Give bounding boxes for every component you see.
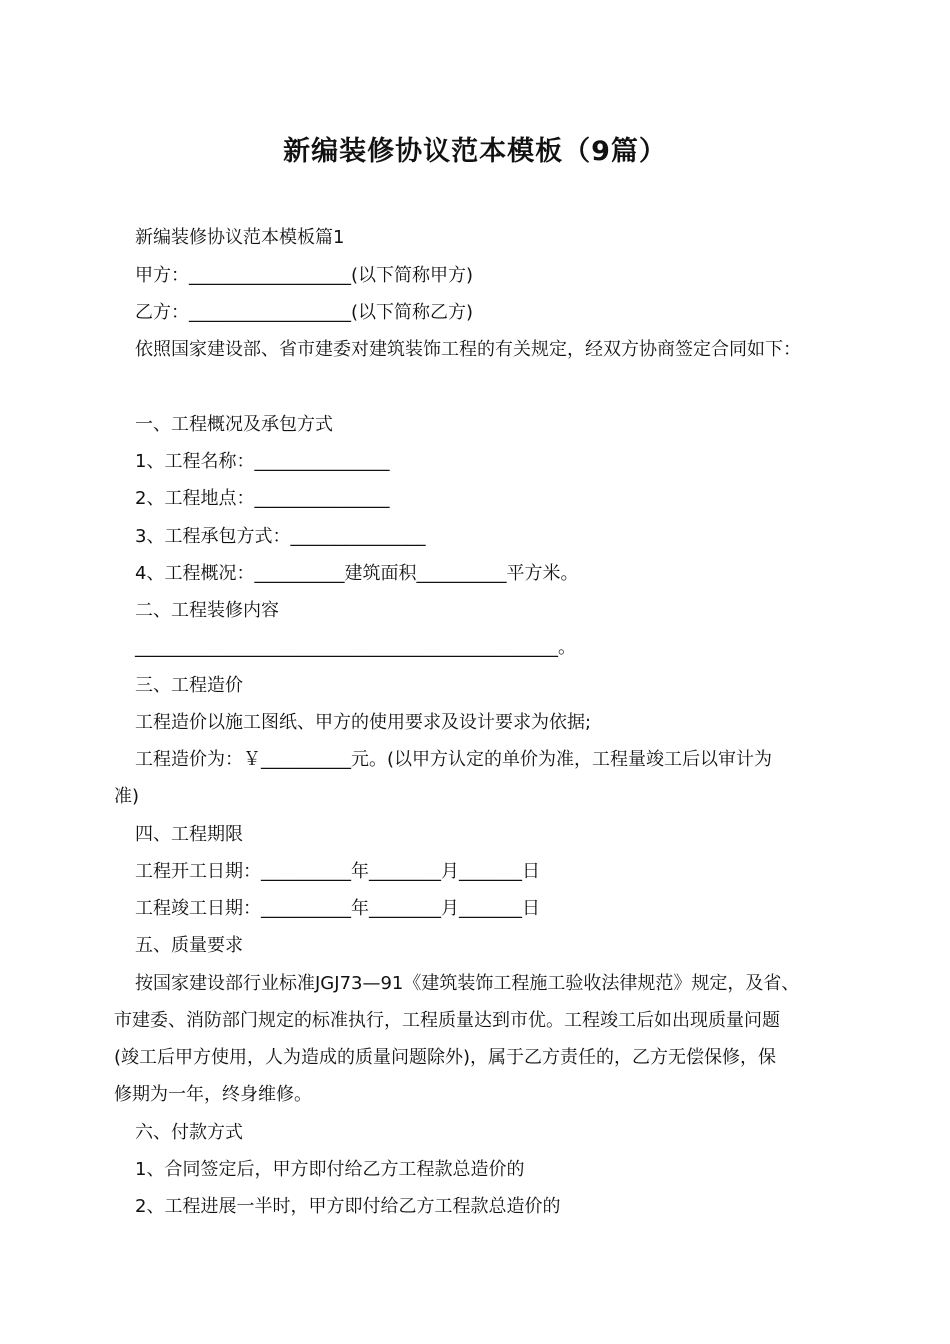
clause-line: 2、工程进展一半时，甲方即付给乙方工程款总造价的: [135, 1196, 561, 1217]
paragraph-line: 修期为一年，终身维修。: [114, 1084, 312, 1105]
party-a-line: 甲方：__________________(以下简称甲方): [135, 265, 474, 286]
clause-line: 工程开工日期：__________年________月_______日: [135, 861, 540, 882]
clause-heading: 六、付款方式: [135, 1122, 243, 1143]
party-b-line: 乙方：__________________(以下简称乙方): [135, 302, 474, 323]
blank-line: _______________________________________________。: [135, 637, 576, 658]
clause-line: 2、工程地点：_______________: [135, 488, 390, 509]
clause-line: 1、工程名称：_______________: [135, 451, 390, 472]
clause-heading: 三、工程造价: [135, 675, 243, 696]
clause-line: 工程竣工日期：__________年________月_______日: [135, 898, 540, 919]
clause-heading: 四、工程期限: [135, 824, 243, 845]
clause-line: 4、工程概况：__________建筑面积__________平方米。: [135, 563, 579, 584]
paragraph-line: 市建委、消防部门规定的标准执行，工程质量达到市优。工程竣工后如出现质量问题: [114, 1010, 780, 1031]
intro-paragraph: 依照国家建设部、省市建委对建筑装饰工程的有关规定，经双方协商签定合同如下：: [135, 339, 801, 360]
clause-heading: 二、工程装修内容: [135, 600, 279, 621]
clause-heading: 五、质量要求: [135, 935, 243, 956]
paragraph-line: 按国家建设部行业标准JGJ73—91《建筑装饰工程施工验收法律规范》规定，及省、: [135, 973, 800, 994]
clause-line: 1、合同签定后，甲方即付给乙方工程款总造价的: [135, 1159, 525, 1180]
clause-line: 工程造价以施工图纸、甲方的使用要求及设计要求为依据;: [135, 712, 592, 733]
clause-line: 3、工程承包方式：_______________: [135, 526, 426, 547]
clause-heading: 一、工程概况及承包方式: [135, 414, 333, 435]
clause-line: 工程造价为：￥__________元。(以甲方认定的单价为准，工程量竣工后以审计为: [135, 749, 773, 770]
clause-line-continued: 准): [114, 786, 140, 807]
paragraph-line: (竣工后甲方使用，人为造成的质量问题除外)，属于乙方责任的，乙方无偿保修，保: [114, 1047, 777, 1068]
section-heading: 新编装修协议范本模板篇1: [135, 227, 345, 248]
document-title: 新编装修协议范本模板（9篇）: [283, 136, 667, 167]
